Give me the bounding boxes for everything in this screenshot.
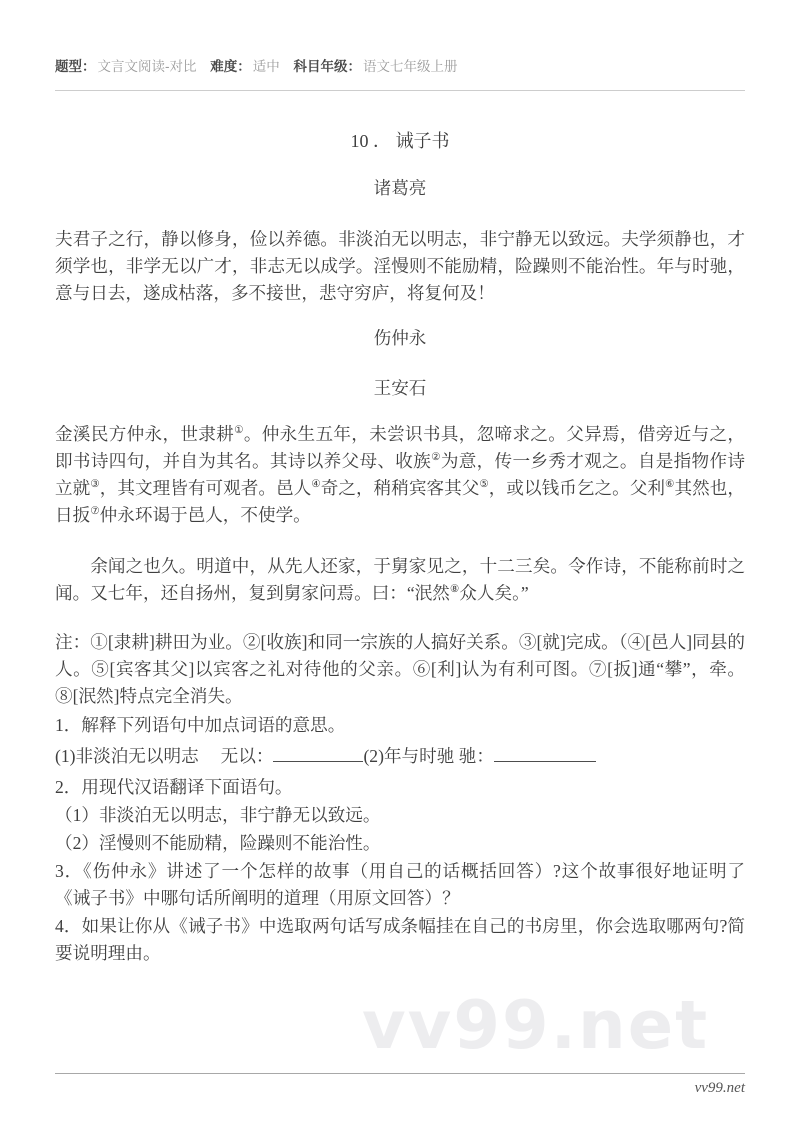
question-4: 4．如果让你从《诫子书》中选取两句话写成条幅挂在自己的书房里，你会选取哪两句?简要说明理由。 [55, 916, 745, 963]
footer-site-name: vv99.net [694, 1080, 745, 1096]
meta-label-grade: 科目年级： [293, 59, 362, 74]
meta-field-grade [294, 59, 458, 74]
shangzhongyong-paragraph-1: 金溪民方仲永，世隶耕①。仲永生五年，未尝识书具，忽啼求之。父异焉，借旁近与之，即书诗四句，并自为其名。其诗以养父母、收族②为意，传一乡秀才观之。自是指物作诗立就③，其文理皆有可观者。邑人④奇之，稍稍宾客其父⑤，或以钱币乞之。父利⑥其然也，日扳⑦仲永环谒于邑人，不使学。 [55, 424, 745, 525]
author-zhugeliang: 诸葛亮 [373, 178, 427, 198]
watermark: vv99.net [362, 986, 710, 1064]
question-2: 2．用现代汉语翻译下面语句。 [55, 777, 293, 797]
meta-header [55, 0, 745, 77]
author-wanganshi: 王安石 [373, 378, 427, 398]
questions-section [55, 712, 745, 967]
meta-label-question-type: 题型： [55, 59, 96, 74]
footer-divider [55, 1073, 745, 1074]
meta-label-difficulty: 难度： [210, 59, 251, 74]
page-title: 10 ． 诫子书 [350, 131, 450, 151]
chengzishu-text: 夫君子之行，静以修身，俭以养德。非淡泊无以明志，非宁静无以致远。夫学须静也，才须学也，非学无以广才，非志无以成学。淫慢则不能励精，险躁则不能治性。年与时驰，意与日去，遂成枯落，多不接世，悲守穷庐，将复何及！ [55, 229, 745, 303]
question-2-item-2: （2）淫慢则不能励精，险躁则不能治性。 [55, 833, 381, 853]
header-divider [55, 90, 745, 91]
meta-value-difficulty: 适中 [252, 59, 280, 74]
page-footer [55, 1073, 745, 1097]
question-3: 3．《伤仲永》讲述了一个怎样的故事（用自己的话概括回答）?这个故事很好地证明了《诫子书》中哪句话所阐明的道理（用原文回答）？ [55, 861, 745, 908]
annotations: 注：①[隶耕]耕田为业。②[收族]和同一宗族的人搞好关系。③[就]完成。（④[邑人]同县的人。⑤[宾客其父]以宾客之礼对待他的父亲。⑥[利]认为有利可图。⑦[扳]通“攀”，牵。⑧[泯然]特点完全消失。 [55, 632, 745, 706]
meta-field-question-type [55, 59, 197, 74]
meta-value-grade: 语文七年级上册 [363, 59, 458, 74]
meta-field-difficulty [210, 59, 280, 74]
question-2-item-1: （1）非淡泊无以明志，非宁静无以致远。 [55, 805, 381, 825]
question-1-blanks: (1)非淡泊无以明志 无以： (2)年与时驰 驰： [55, 743, 745, 770]
meta-value-question-type: 文言文阅读-对比 [97, 59, 197, 74]
question-1: 1．解释下列语句中加点词语的意思。 [55, 715, 346, 735]
title-shangzhongyong: 伤仲永 [373, 328, 427, 348]
shangzhongyong-paragraph-2: 余闻之也久。明道中，从先人还家，于舅家见之，十二三矣。令作诗，不能称前时之闻。又七年，还自扬州，复到舅家问焉。曰：“泯然⑧众人矣。” [55, 556, 745, 603]
